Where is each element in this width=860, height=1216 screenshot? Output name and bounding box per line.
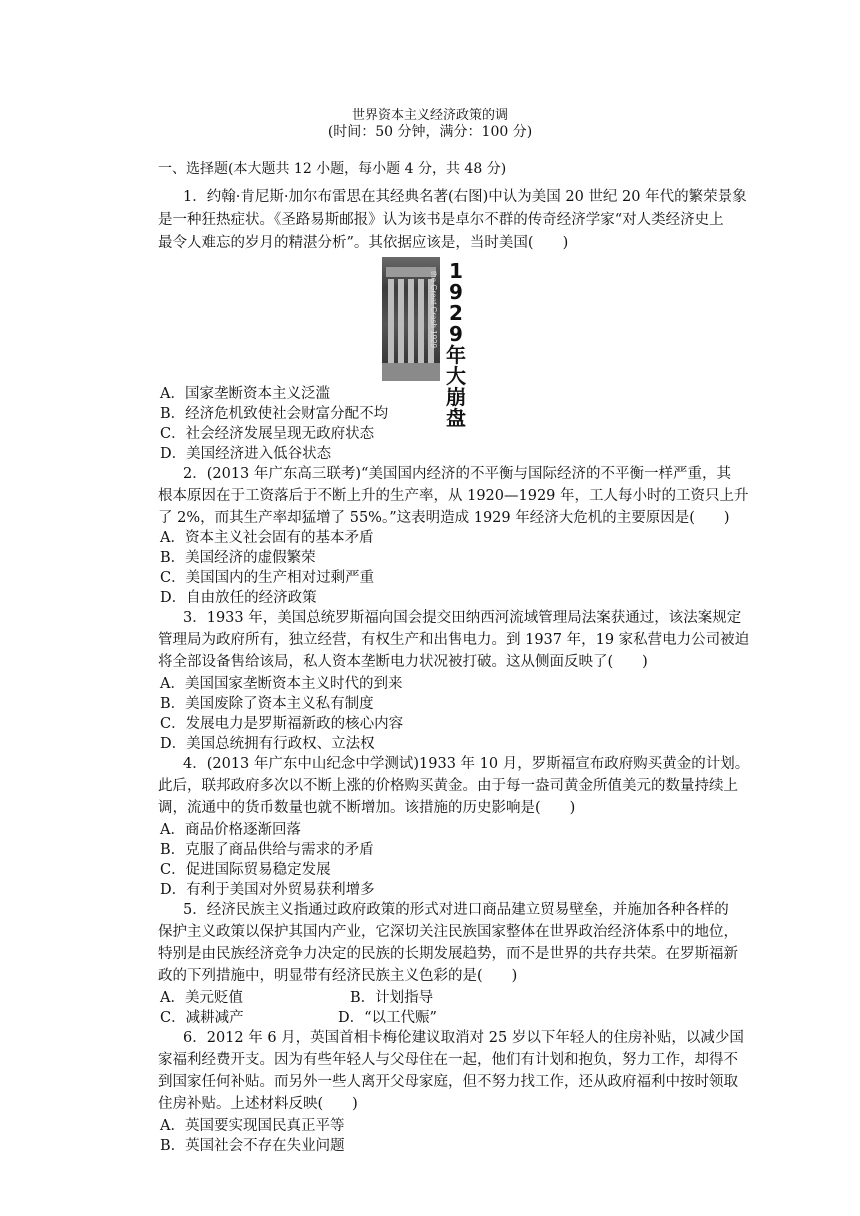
- q3-line-3: 将全部设备售给该局，私人资本垄断电力状况被打破。这从侧面反映了( ): [158, 654, 648, 670]
- q3-line-2: 管理局为政府所有，独立经营，有权生产和出售电力。到 1937 年，19 家私营电力公司被迫: [158, 632, 750, 648]
- q5-option-c: C．减耕减产: [160, 1010, 244, 1026]
- q3-option-d: D．美国总统拥有行政权、立法权: [160, 736, 375, 752]
- q4-line-1: 4．(2013 年广东中山纪念中学测试)1933 年 10 月，罗斯福宣布政府购买黄金的计划。: [183, 756, 750, 772]
- q1-line-2: 是一种狂热症状。《圣路易斯邮报》认为该书是卓尔不群的传奇经济学家“对人类经济史上: [158, 212, 724, 228]
- q6-line-3: 到国家任何补贴。而另外一些人离开父母家庭，但不努力找工作，还从政府福利中按时领取: [158, 1074, 738, 1090]
- book-cover-image: [382, 257, 474, 430]
- q5-option-a: A．美元贬值: [160, 990, 243, 1006]
- q6-line-2: 家福利经费开支。因为有些年轻人与父母住在一起，他们有计划和抱负，努力工作，却得不: [158, 1052, 738, 1068]
- q3-option-c: C．发展电力是罗斯福新政的核心内容: [160, 716, 404, 732]
- q2-line-2: 根本原因在于工资落后于不断上升的生产率，从 1920—1929 年，工人每小时的工资只上升: [158, 488, 749, 504]
- q3-option-b: B．美国废除了资本主义私有制度: [160, 696, 374, 712]
- q3-line-1: 3．1933 年，美国总统罗斯福向国会提交田纳西河流域管理局法案获通过，该法案规定: [183, 610, 742, 626]
- q4-option-c: C．促进国际贸易稳定发展: [160, 862, 331, 878]
- q5-line-4: 政的下列措施中，明显带有经济民族主义色彩的是( ): [158, 968, 518, 984]
- q4-option-a: A．商品价格逐渐回落: [160, 822, 301, 838]
- document-subtitle: (时间：50 分钟，满分：100 分): [327, 124, 533, 140]
- q6-option-a: A．英国要实现国民真正平等: [160, 1118, 345, 1134]
- q1-option-b: B．经济危机致使社会财富分配不均: [160, 406, 389, 422]
- document-title: 世界资本主义经济政策的调: [351, 108, 508, 123]
- q4-line-3: 调，流通中的货币数量也就不断增加。该措施的历史影响是( ): [158, 800, 576, 816]
- q1-option-a: A．国家垄断资本主义泛滥: [160, 386, 330, 402]
- q4-option-b: B．克服了商品供给与需求的矛盾: [160, 842, 374, 858]
- q1-line-3: 最令人难忘的岁月的精湛分析”。其依据应该是，当时美国( ): [158, 235, 569, 251]
- q5-option-b: B．计划指导: [350, 990, 434, 1006]
- q4-option-d: D．有利于美国对外贸易获利增多: [160, 882, 375, 898]
- q2-line-1: 2．(2013 年广东高三联考)“美国国内经济的不平衡与国际经济的不平衡一样严重，其: [183, 466, 731, 482]
- q6-option-b: B．英国社会不存在失业问题: [160, 1138, 345, 1154]
- q2-option-b: B．美国经济的虚假繁荣: [160, 550, 316, 566]
- book-title: 1 9 2 9 年 大 崩 盘: [446, 259, 466, 430]
- q1-line-1: 1．约翰·肯尼斯·加尔布雷思在其经典名著(右图)中认为美国 20 世纪 20 年代的繁荣景象: [183, 189, 747, 205]
- q2-line-3: 了 2%，而其生产率却猛增了 55%。”这表明造成 1929 年经济大危机的主要原因是( ): [158, 510, 730, 526]
- book-english-title: the Great Crash 1929: [429, 271, 438, 348]
- q1-option-d: D．美国经济进入低谷状态: [160, 446, 332, 462]
- q5-line-1: 5．经济民族主义指通过政府政策的形式对进口商品建立贸易壁垒，并施加各种各样的: [183, 902, 729, 918]
- q5-line-2: 保护主义政策以保护其国内产业，它深切关注民族国家整体在世界政治经济体系中的地位，: [158, 924, 738, 940]
- q3-option-a: A．美国国家垄断资本主义时代的到来: [160, 676, 403, 692]
- q1-option-c: C．社会经济发展呈现无政府状态: [160, 426, 375, 442]
- section-heading: 一、选择题(本大题共 12 小题，每小题 4 分，共 48 分): [158, 161, 507, 177]
- q4-line-2: 此后，联邦政府多次以不断上涨的价格购买黄金。由于每一盎司黄金所值美元的数量持续上: [158, 778, 738, 794]
- q2-option-c: C．美国国内的生产相对过剩严重: [160, 570, 375, 586]
- q6-line-4: 住房补贴。上述材料反映( ): [158, 1096, 358, 1112]
- q5-line-3: 特别是由民族经济竞争力决定的民族的长期发展趋势，而不是世界的共存共荣。在罗斯福新: [158, 946, 738, 962]
- q5-option-d: D．“以工代赈”: [338, 1010, 437, 1026]
- q6-line-1: 6．2012 年 6 月，英国首相卡梅伦建议取消对 25 岁以下年轻人的住房补贴，以减少国: [183, 1030, 744, 1046]
- q2-option-d: D．自由放任的经济政策: [160, 590, 317, 606]
- q2-option-a: A．资本主义社会固有的基本矛盾: [160, 530, 374, 546]
